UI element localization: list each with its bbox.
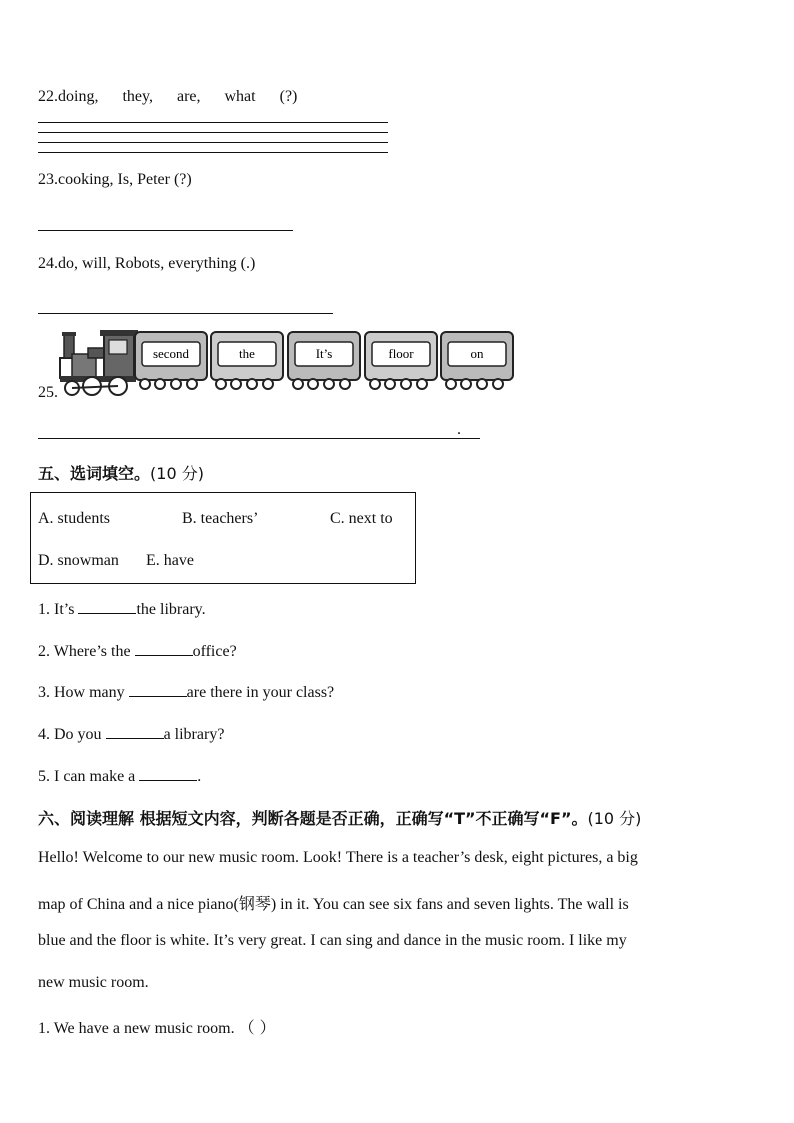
blank[interactable] — [78, 599, 136, 614]
section-6-heading — [38, 806, 641, 829]
answer-line[interactable] — [38, 142, 388, 143]
fill-item-2 — [38, 641, 237, 661]
train-car — [211, 332, 283, 389]
word: doing, — [58, 88, 99, 105]
fill-item-4 — [38, 724, 224, 744]
question-number: 25. — [38, 384, 58, 401]
section-score: (10 分) — [150, 464, 204, 483]
blank[interactable] — [139, 766, 197, 781]
car-word: second — [152, 346, 190, 361]
option-b: B. teachers’ — [182, 510, 259, 527]
question-23: 23.cooking, Is, Peter (?) — [38, 171, 192, 188]
passage-line: Hello! Welcome to our new music room. Look! There is a teacher’s desk, eight pictures, a big — [38, 849, 638, 866]
car-word: floor — [388, 346, 414, 361]
judge-question-1 — [38, 1015, 276, 1038]
blank[interactable] — [129, 682, 187, 697]
answer-line[interactable] — [38, 132, 388, 133]
section-5-heading — [38, 461, 204, 484]
answer-line[interactable] — [38, 313, 333, 314]
answer-line[interactable] — [38, 438, 480, 439]
blank[interactable] — [135, 641, 193, 656]
locomotive-icon — [60, 330, 138, 395]
section-title: 六、阅读理解 根据短文内容，判断各题是否正确，正确写“T”不正确写“F”。 — [38, 809, 588, 828]
question-number: 22. — [38, 88, 58, 105]
car-word: It’s — [315, 346, 333, 361]
item-text: 1. It’s — [38, 601, 75, 618]
passage-line: map of China and a nice piano(钢琴) in it. You can see six fans and seven lights. The wall is — [38, 896, 629, 913]
answer-line[interactable] — [38, 122, 388, 123]
option-d: D. snowman — [38, 552, 119, 569]
question-text: 1. We have a new music room. — [38, 1020, 235, 1037]
train-image — [58, 328, 520, 398]
item-text: 5. I can make a — [38, 768, 136, 785]
question-24: 24.do, will, Robots, everything (.) — [38, 255, 256, 272]
section-title: 五、选词填空。 — [38, 464, 151, 483]
train-car — [365, 332, 437, 389]
car-word: on — [470, 346, 484, 361]
word: are, — [176, 88, 201, 105]
word: they, — [122, 88, 153, 105]
item-text: 4. Do you — [38, 726, 102, 743]
blank[interactable] — [106, 724, 164, 739]
train-car — [441, 332, 513, 389]
item-text: 2. Where’s the — [38, 643, 131, 660]
fill-item-5 — [38, 766, 201, 786]
option-c: C. next to — [330, 510, 393, 527]
item-text: . — [197, 768, 202, 785]
item-text: are there in your class? — [186, 684, 335, 701]
word-bank-box — [30, 492, 416, 584]
passage-line: blue and the floor is white. It’s very great. I can sing and dance in the music room. I like my — [38, 932, 627, 949]
fill-item-1 — [38, 599, 206, 619]
fill-item-3 — [38, 682, 334, 702]
answer-line[interactable] — [38, 230, 293, 231]
item-text: 3. How many — [38, 684, 125, 701]
answer-line[interactable] — [38, 152, 388, 153]
train-car — [135, 332, 207, 389]
word: (?) — [279, 88, 298, 105]
item-text: the library. — [136, 601, 206, 618]
word: what — [224, 88, 256, 105]
question-22 — [38, 88, 297, 106]
end-period: . — [457, 421, 461, 438]
item-text: office? — [192, 643, 237, 660]
item-text: a library? — [163, 726, 225, 743]
option-e: E. have — [146, 552, 194, 569]
option-a: A. students — [38, 510, 110, 527]
car-word: the — [239, 346, 255, 361]
passage-line: new music room. — [38, 974, 149, 991]
answer-parentheses[interactable]: （ ） — [238, 1018, 276, 1037]
section-score: (10 分) — [587, 809, 642, 828]
train-car — [288, 332, 360, 389]
